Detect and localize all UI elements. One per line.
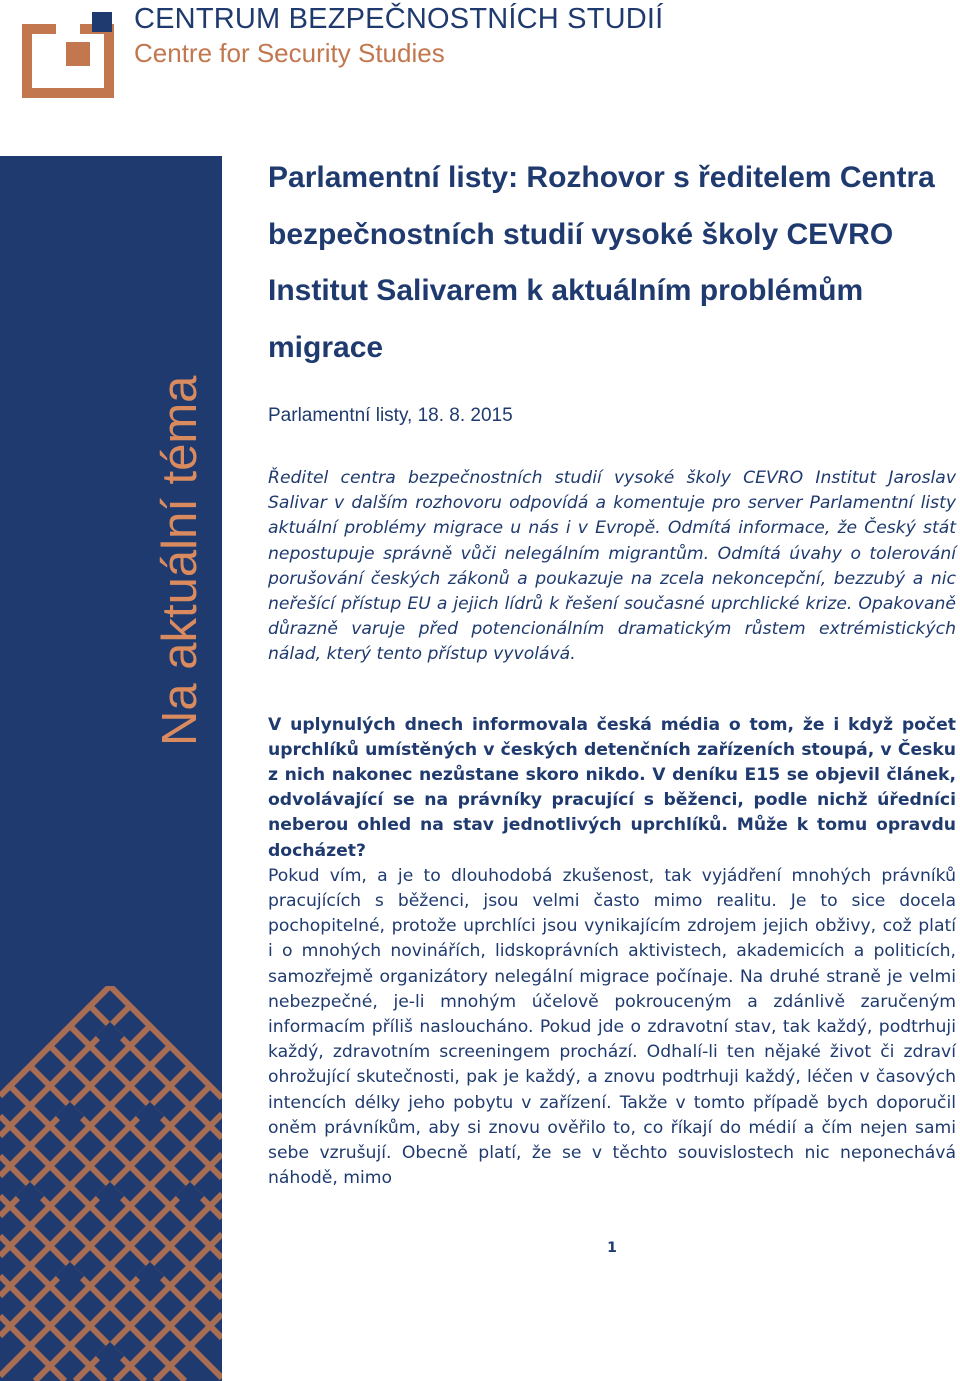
organization-logo-text (134, 2, 663, 70)
article-lead: Ředitel centra bezpečnostních studií vysoké školy CEVRO Institut Jaroslav Salivar v dalším rozhovoru odpovídá a komentuje pro server Parlamentní listy aktuální problémy migrace u nás i v Evropě. Odmítá informace, že Český stát nepostupuje správně vůči nelegálním migrantům. Odmítá úvahy o tolerování porušování českých zákonů a poukazuje na zcela nekoncepční, bezzubý a nic neřešící přístup EU a jejich lídrů k řešení současné uprchlické krize. Opakovaně důrazně varuje před potencionálním dramatickým růstem extrémistických nálad, který tento přístup vyvolává. (268, 468, 956, 665)
article-title: Parlamentní listy: Rozhovor s ředitelem Centra bezpečnostních studií vysoké školy CEVRO Institut Salivarem k aktuálním problémům migrace (268, 161, 935, 364)
article (268, 150, 956, 1191)
interview-question: V uplynulých dnech informovala česká média o tom, že i když počet uprchlíků umístěných v českých detenčních zařízeních stoupá, v Česku z nich nakonec nezůstane skoro nikdo. V deníku E15 se objevil článek, odvolávající se na právníky pracující s běženci, podle nichž úředníci neberou ohled na stav jednotlivých uprchlíků. Může k tomu opravdu docházet? (268, 714, 956, 861)
section-label: Na aktuální téma (153, 375, 207, 746)
org-name-english: Centre for Security Studies (134, 38, 445, 68)
page-number: 1 (607, 1240, 617, 1256)
article-source: Parlamentní listy, 18. 8. 2015 (268, 405, 513, 426)
sidebar (0, 156, 222, 1381)
logo-icon (22, 12, 114, 98)
org-name-czech: CENTRUM BEZPEČNOSTNÍCH STUDIÍ (134, 3, 664, 35)
interview-answer: Pokud vím, a je to dlouhodobá zkušenost, tak vyjádření mnohých právníků pracujících s běženci, jsou velmi často mimo realitu. Je to sice docela pochopitelné, protože uprchlíci jsou vynikajícím zdrojem jejich obživy, což platí i o mnohých novinářích, lidskoprávních aktivistech, akademicích a politicích, samozřejmě organizátory nelegální migrace počínaje. Na druhé straně je velmi nebezpečné, je-li mnohým účelově pokrouceným a zdánlivě zaručeným informacím příliš nasloucháno. Pokud jde o zdravotní stav, tak každý, podtrhuji každý, zdravotním screeningem prochází. Odhalí-li ten nějaké život či zdraví ohrožující skutečnosti, pak je každý, a znovu podtrhuji každý, léčen v časových intencích délky jeho pobytu v zařízení. Takže v tomto případě bych doporučil oněm právníkům, aby si znovu ověřilo to, co říkají do médií a čím nejen sami sebe vzrušují. Obecně platí, že se v těchto souvislostech nic neponechává náhodě, mimo (268, 865, 956, 1189)
ornament-pattern-icon (0, 986, 222, 1381)
